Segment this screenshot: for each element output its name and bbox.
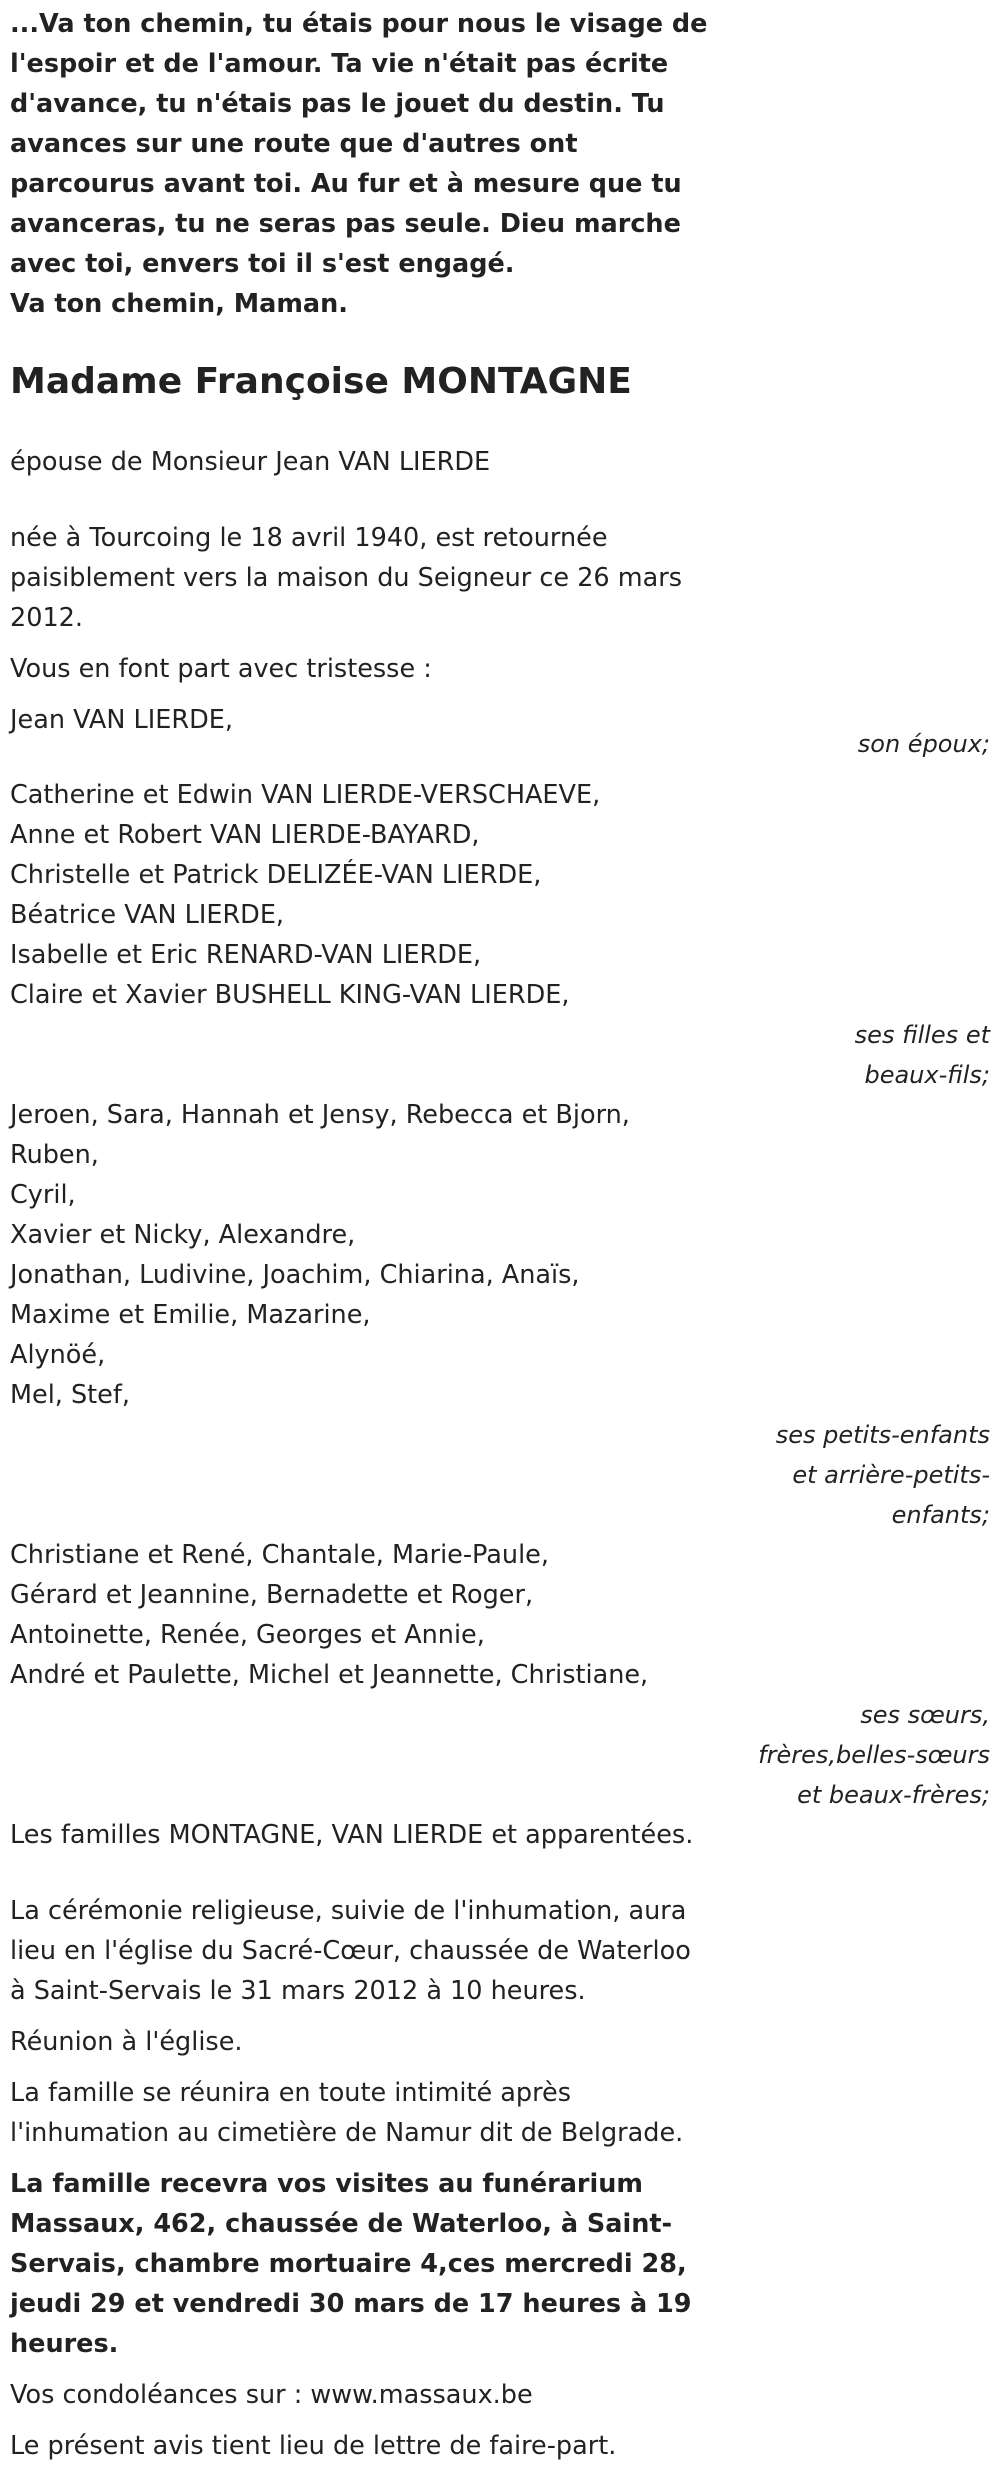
deceased-name: Madame Françoise MONTAGNE bbox=[10, 361, 632, 402]
group-siblings bbox=[10, 1535, 990, 1695]
role-children bbox=[10, 1015, 990, 1095]
intro-section bbox=[10, 4, 710, 324]
list-item: Jean VAN LIERDE, bbox=[10, 705, 233, 735]
role-line: enfants; bbox=[891, 1501, 990, 1529]
role-line: frères,belles-sœurs bbox=[758, 1741, 990, 1769]
role-line: ses sœurs, bbox=[860, 1701, 990, 1729]
role-line: son époux; bbox=[857, 730, 990, 758]
list-item: Jonathan, Ludivine, Joachim, Chiarina, Anaïs, bbox=[10, 1260, 580, 1290]
intimacy-info: La famille se réunira en toute intimité après l'inhumation au cimetière de Namur dit de Belgrade. bbox=[10, 2078, 684, 2148]
list-item: Cyril, bbox=[10, 1180, 76, 1210]
role-grandchildren bbox=[10, 1415, 990, 1535]
role-line: ses petits-enfants bbox=[775, 1421, 990, 1449]
intro-poem: ...Va ton chemin, tu étais pour nous le visage de l'espoir et de l'amour. Ta vie n'était pas écrite d'avance, tu n'étais pas le jouet du destin. Tu avances sur une route que d'autres ont parcourus avant toi. Au fur et à mesure que tu avanceras, tu ne seras pas seule. Dieu marche avec toi, envers toi il s'est engagé. bbox=[10, 9, 708, 279]
list-item: Claire et Xavier BUSHELL KING-VAN LIERDE, bbox=[10, 980, 570, 1010]
list-item: Antoinette, Renée, Georges et Annie, bbox=[10, 1620, 485, 1650]
list-item: Maxime et Emilie, Mazarine, bbox=[10, 1300, 371, 1330]
role-siblings bbox=[10, 1695, 990, 1815]
list-item: André et Paulette, Michel et Jeannette, Christiane, bbox=[10, 1660, 649, 1690]
list-item: Mel, Stef, bbox=[10, 1380, 130, 1410]
list-item: Xavier et Nicky, Alexandre, bbox=[10, 1220, 356, 1250]
list-item: Ruben, bbox=[10, 1140, 99, 1170]
group-children bbox=[10, 775, 990, 1015]
announcement: Vous en font part avec tristesse : bbox=[10, 654, 432, 684]
ceremony-info: La cérémonie religieuse, suivie de l'inhumation, aura lieu en l'église du Sacré-Cœur, chaussée de Waterloo à Saint-Servais le 31 mars 2012 à 10 heures. bbox=[10, 1896, 691, 2006]
condolences-info: Vos condoléances sur : www.massaux.be bbox=[10, 2380, 533, 2410]
spouse-line: épouse de Monsieur Jean VAN LIERDE bbox=[10, 447, 491, 477]
role-line: et arrière-petits- bbox=[792, 1461, 990, 1489]
notice-line: Le présent avis tient lieu de lettre de faire-part. bbox=[10, 2431, 617, 2461]
list-item: Jeroen, Sara, Hannah et Jensy, Rebecca et Bjorn, bbox=[10, 1100, 630, 1130]
list-item: Alynöé, bbox=[10, 1340, 106, 1370]
reunion-info: Réunion à l'église. bbox=[10, 2027, 243, 2057]
families-line: Les familles MONTAGNE, VAN LIERDE et apparentées. bbox=[10, 1820, 694, 1850]
role-line: ses filles et bbox=[854, 1021, 990, 1049]
role-line: et beaux-frères; bbox=[797, 1781, 990, 1809]
list-item: Christelle et Patrick DELIZÉE-VAN LIERDE, bbox=[10, 860, 542, 890]
list-item: Anne et Robert VAN LIERDE-BAYARD, bbox=[10, 820, 480, 850]
visits-info: La famille recevra vos visites au funérarium Massaux, 462, chaussée de Waterloo, à Saint-Servais, chambre mortuaire 4,ces mercredi 28, jeudi 29 et vendredi 30 mars de 17 heures à 19 heures. bbox=[10, 2169, 692, 2359]
list-item: Isabelle et Eric RENARD-VAN LIERDE, bbox=[10, 940, 482, 970]
birth-death-line: née à Tourcoing le 18 avril 1940, est retournée paisiblement vers la maison du Seigneur ce 26 mars 2012. bbox=[10, 523, 683, 633]
group-grandchildren bbox=[10, 1095, 990, 1415]
list-item: Gérard et Jeannine, Bernadette et Roger, bbox=[10, 1580, 534, 1610]
list-item: Béatrice VAN LIERDE, bbox=[10, 900, 285, 930]
role-line: beaux-fils; bbox=[864, 1061, 990, 1089]
list-item: Christiane et René, Chantale, Marie-Paule, bbox=[10, 1540, 549, 1570]
intro-closing: Va ton chemin, Maman. bbox=[10, 289, 348, 319]
list-item: Catherine et Edwin VAN LIERDE-VERSCHAEVE, bbox=[10, 780, 601, 810]
